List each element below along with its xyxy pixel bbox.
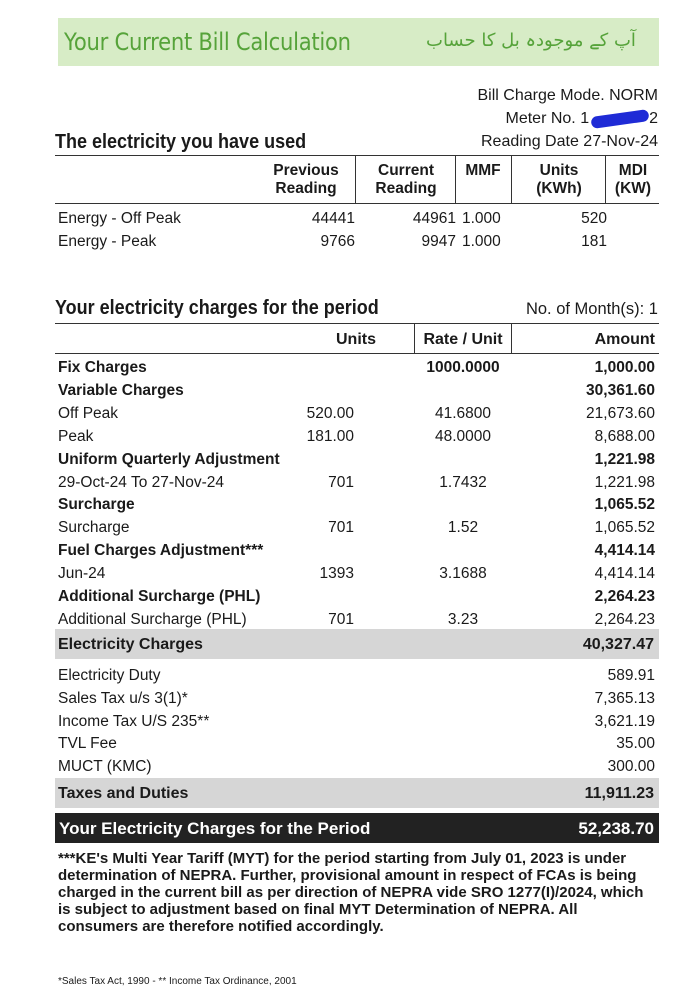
electricity-charges-band — [55, 629, 659, 659]
charge-rate: 1.7432 — [439, 473, 487, 491]
usage-label: Energy - Off Peak — [58, 210, 181, 227]
charge-units: 701 — [328, 519, 354, 537]
divider — [605, 155, 606, 203]
usage-header-rule — [55, 203, 659, 204]
charges-rule — [55, 323, 659, 324]
col-mmf: MMF — [465, 162, 501, 179]
col-previous-reading: Previous Reading — [273, 162, 339, 197]
meter-number — [506, 110, 659, 128]
tax-amount: 300.00 — [607, 758, 655, 776]
charge-label: Variable Charges — [58, 381, 184, 399]
usage-label: Energy - Peak — [58, 233, 157, 250]
mmf-value: 1.000 — [462, 233, 501, 250]
charge-label: Additional Surcharge (PHL) — [58, 610, 247, 628]
banner-title: Your Current Bill Calculation — [64, 28, 351, 56]
charge-label: Surcharge — [58, 496, 135, 514]
charge-rate: 48.0000 — [434, 427, 492, 445]
col-units-kwh: Units (KWh) — [536, 162, 582, 197]
units-value: 520 — [581, 210, 607, 227]
tax-amount: 35.00 — [616, 735, 655, 753]
charge-amount: 2,264.23 — [594, 588, 655, 605]
bill-charge-mode: Bill Charge Mode. NORM — [477, 87, 658, 104]
charge-amount: 1,065.52 — [594, 496, 655, 514]
units-value: 181 — [581, 233, 607, 250]
charge-label: Fix Charges — [58, 359, 147, 376]
col-mdi-kw: MDI (KW) — [614, 162, 652, 197]
charge-label: Peak — [58, 427, 94, 445]
charge-units: 181.00 — [306, 427, 354, 445]
bill-calculation-banner — [58, 18, 659, 66]
tax-footnote: *Sales Tax Act, 1990 - ** Income Tax Ordinance, 2001 — [58, 976, 297, 987]
tax-label: TVL Fee — [58, 735, 117, 753]
charge-units: 701 — [328, 610, 354, 628]
charge-label: Jun-24 — [58, 565, 106, 583]
charge-amount: 4,414.14 — [594, 565, 655, 583]
charge-amount: 30,361.60 — [586, 381, 655, 399]
usage-heading: The electricity you have used — [55, 131, 307, 153]
banner-title-urdu: آپ کے موجودہ بل کا حساب — [426, 30, 636, 51]
charge-label: Off Peak — [58, 404, 119, 422]
col-units: Units — [336, 331, 376, 348]
redaction-mark — [591, 109, 650, 129]
mmf-value: 1.000 — [462, 210, 501, 227]
charge-amount: 8,688.00 — [594, 427, 655, 445]
charge-rate: 41.6800 — [434, 404, 492, 422]
tax-label: Sales Tax u/s 3(1)* — [58, 689, 188, 707]
col-rate-per-unit: Rate / Unit — [423, 331, 503, 348]
charge-amount: 2,264.23 — [594, 610, 655, 628]
previous-reading: 44441 — [311, 210, 355, 227]
grand-total-label: Your Electricity Charges for the Period — [59, 819, 371, 838]
tax-label: Income Tax U/S 235** — [58, 712, 210, 730]
usage-rule — [55, 155, 659, 156]
charge-rate: 3.1688 — [439, 565, 487, 583]
charge-label: Fuel Charges Adjustment*** — [58, 542, 264, 560]
col-current-reading: Current Reading — [375, 162, 437, 197]
tax-amount: 7,365.13 — [594, 689, 655, 707]
charge-units: 1393 — [319, 565, 354, 583]
tax-amount: 589.91 — [607, 667, 655, 684]
taxes-duties-label: Taxes and Duties — [58, 785, 189, 802]
divider — [511, 155, 512, 203]
charge-rate: 1000.0000 — [426, 359, 500, 376]
taxes-duties-amount: 11,911.23 — [584, 785, 654, 802]
charge-rate: 1.52 — [447, 519, 479, 537]
myt-notice: ***KE's Multi Year Tariff (MYT) for the period starting from July 01, 2023 is under determination of NEPRA. Further, provisional amount in respect of FCAs is being charged in the current bill as per direction of NEPRA vide SRO 1277(I)/2024, which is subject to adjustment based on final MYT Determination of NEPRA. All consumers are therefore notified accordingly. — [58, 850, 644, 935]
tax-amount: 3,621.19 — [594, 712, 655, 730]
charge-amount: 1,065.52 — [594, 519, 655, 537]
months-count: No. of Month(s): 1 — [525, 300, 658, 318]
charge-label: Additional Surcharge (PHL) — [58, 588, 261, 605]
meter-label: Meter No. 1 — [505, 110, 590, 127]
charges-heading: Your electricity charges for the period — [55, 297, 379, 319]
taxes-duties-band — [55, 778, 659, 808]
previous-reading: 9766 — [320, 233, 355, 250]
charges-header-rule — [55, 353, 659, 354]
divider — [414, 323, 415, 353]
charge-units: 701 — [328, 473, 354, 491]
divider — [355, 155, 356, 203]
charge-amount: 4,414.14 — [594, 542, 655, 560]
charge-amount: 1,000.00 — [594, 359, 655, 376]
col-amount: Amount — [594, 331, 655, 348]
charge-label: Surcharge — [58, 519, 130, 537]
charge-amount: 1,221.98 — [594, 473, 655, 491]
grand-total-amount: 52,238.70 — [578, 819, 654, 838]
charge-rate: 3.23 — [447, 610, 479, 628]
charge-label: 29-Oct-24 To 27-Nov-24 — [58, 473, 224, 491]
charge-label: Uniform Quarterly Adjustment — [58, 450, 280, 468]
charge-amount: 21,673.60 — [586, 404, 655, 422]
tax-label: Electricity Duty — [58, 667, 161, 684]
divider — [455, 155, 456, 203]
grand-total-band — [55, 813, 659, 843]
electricity-charges-label: Electricity Charges — [58, 636, 203, 653]
current-reading: 44961 — [412, 210, 456, 227]
current-reading: 9947 — [421, 233, 456, 250]
electricity-charges-amount: 40,327.47 — [582, 636, 654, 653]
charge-amount: 1,221.98 — [594, 450, 655, 468]
charge-units: 520.00 — [306, 404, 354, 422]
meter-tail: 2 — [649, 110, 658, 127]
tax-label: MUCT (KMC) — [58, 758, 152, 776]
reading-date: Reading Date 27-Nov-24 — [481, 133, 658, 150]
divider — [511, 323, 512, 353]
